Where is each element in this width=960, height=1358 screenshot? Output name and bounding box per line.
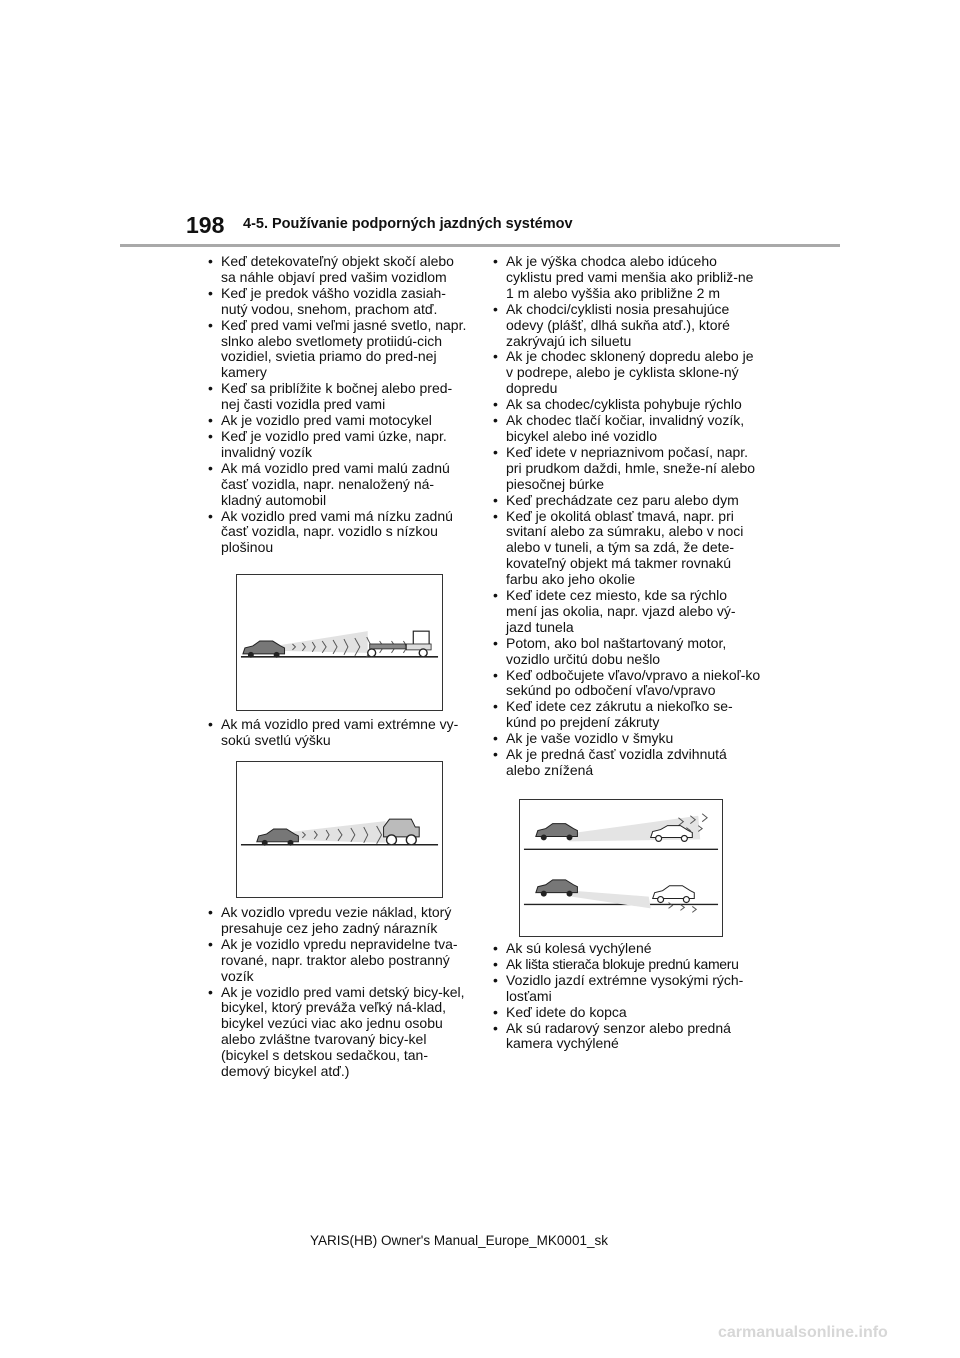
condition-list-1c xyxy=(206,905,469,1080)
list-item: • Ak je vozidlo pred vami detský bicy-kel, bicykel, ktorý preváža veľký ná-klad, bicykel vezúci viac ako jednu osobu alebo zvláštne tvarovaný bicy-kel (bicykel s detskou sedačkou, tan-demový bicykel atď.) xyxy=(206,985,469,1080)
list-item: • Ak sú radarový senzor alebo predná kamera vychýlené xyxy=(491,1021,761,1053)
list-item: • Ak je vaše vozidlo v šmyku xyxy=(491,731,761,747)
list-item: • Keď detekovateľný objekt skočí alebo sa náhle objaví pred vašim vozidlom xyxy=(206,254,469,286)
condition-list-2a xyxy=(491,254,761,779)
list-item: • Keď je predok vášho vozidla zasiah-nutý vodou, snehom, prachom atď. xyxy=(206,286,469,318)
list-item: • Ak sú kolesá vychýlené xyxy=(491,941,761,957)
list-item: • Ak má vozidlo pred vami extrémne vy-sokú svetlú výšku xyxy=(206,717,469,749)
header-rule xyxy=(120,244,840,247)
list-item: • Ak sa chodec/cyklista pohybuje rýchlo xyxy=(491,397,761,413)
list-item: • Keď idete cez miesto, kde sa rýchlo mení jas okolia, napr. vjazd alebo vý-jazd tunela xyxy=(491,588,761,636)
list-item: • Keď pred vami veľmi jasné svetlo, napr. slnko alebo svetlomety protiidú-cich vozidiel, svietia priamo do pred-nej kamery xyxy=(206,318,469,382)
figure-high-clearance-vehicle xyxy=(236,761,443,898)
condition-list-1a xyxy=(206,254,469,556)
list-item: • Keď je okolitá oblasť tmavá, napr. pri svitaní alebo za súmraku, alebo v noci alebo v tuneli, a tým sa zdá, že dete-kovateľný objekt má takmer rovnakú farbu ako jeho okolie xyxy=(491,509,761,589)
footer-text: YARIS(HB) Owner's Manual_Europe_MK0001_sk xyxy=(310,1233,608,1248)
list-item: • Ak chodec tlačí kočiar, invalidný vozík, bicykel alebo iné vozidlo xyxy=(491,413,761,445)
condition-list-2b xyxy=(491,941,761,1052)
list-item: • Ak má vozidlo pred vami malú zadnú časť vozidla, napr. nenaložený ná-kladný automobil xyxy=(206,461,469,509)
list-item: • Ak je chodec sklonený dopredu alebo je v podrepe, alebo je cyklista sklone-ný dopredu xyxy=(491,349,761,397)
list-item: • Keď idete v nepriaznivom počasí, napr. pri prudkom daždi, hmle, sneže-ní alebo piesočnej búrke xyxy=(491,445,761,493)
list-item: • Ak je vozidlo pred vami motocykel xyxy=(206,413,469,429)
list-item: • Ak vozidlo vpredu vezie náklad, ktorý presahuje cez jeho zadný nárazník xyxy=(206,905,469,937)
list-item: • Vozidlo jazdí extrémne vysokými rých-losťami xyxy=(491,973,761,1005)
list-item: • Ak je výška chodca alebo idúceho cyklistu pred vami menšia ako približ-ne 1 m alebo vyššia ako približne 2 m xyxy=(491,254,761,302)
list-item: • Potom, ako bol naštartovaný motor, vozidlo určitú dobu nešlo xyxy=(491,636,761,668)
list-item: • Ak chodci/cyklisti nosia presahujúce odevy (plášť, dlhá sukňa atď.), ktoré zakrývajú ich siluetu xyxy=(491,302,761,350)
list-item: • Ak je vozidlo vpredu nepravidelne tva-rované, napr. traktor alebo postranný vozík xyxy=(206,937,469,985)
condition-list-1b xyxy=(206,717,469,749)
figure-low-platform-truck xyxy=(236,574,443,711)
list-item: • Ak lišta stierača blokuje prednú kameru xyxy=(491,957,761,973)
list-item: • Keď idete cez zákrutu a niekoľko se-kúnd po prejdení zákruty xyxy=(491,699,761,731)
list-item: • Keď je vozidlo pred vami úzke, napr. invalidný vozík xyxy=(206,429,469,461)
watermark: carmanualsonline.info xyxy=(718,1324,888,1341)
list-item: • Ak vozidlo pred vami má nízku zadnú časť vozidla, napr. vozidlo s nízkou plošinou xyxy=(206,509,469,557)
list-item: • Keď odbočujete vľavo/vpravo a niekoľ-ko sekúnd po odbočení vľavo/vpravo xyxy=(491,668,761,700)
list-item: • Keď prechádzate cez paru alebo dym xyxy=(491,493,761,509)
figure-vehicle-tilt xyxy=(519,799,723,937)
section-title: 4-5. Používanie podporných jazdných systémov xyxy=(243,216,573,232)
list-item: • Keď idete do kopca xyxy=(491,1005,761,1021)
page-number: 198 xyxy=(186,212,225,238)
list-item: • Ak je predná časť vozidla zdvihnutá alebo znížená xyxy=(491,747,761,779)
list-item: • Keď sa priblížite k bočnej alebo pred-nej časti vozidla pred vami xyxy=(206,381,469,413)
